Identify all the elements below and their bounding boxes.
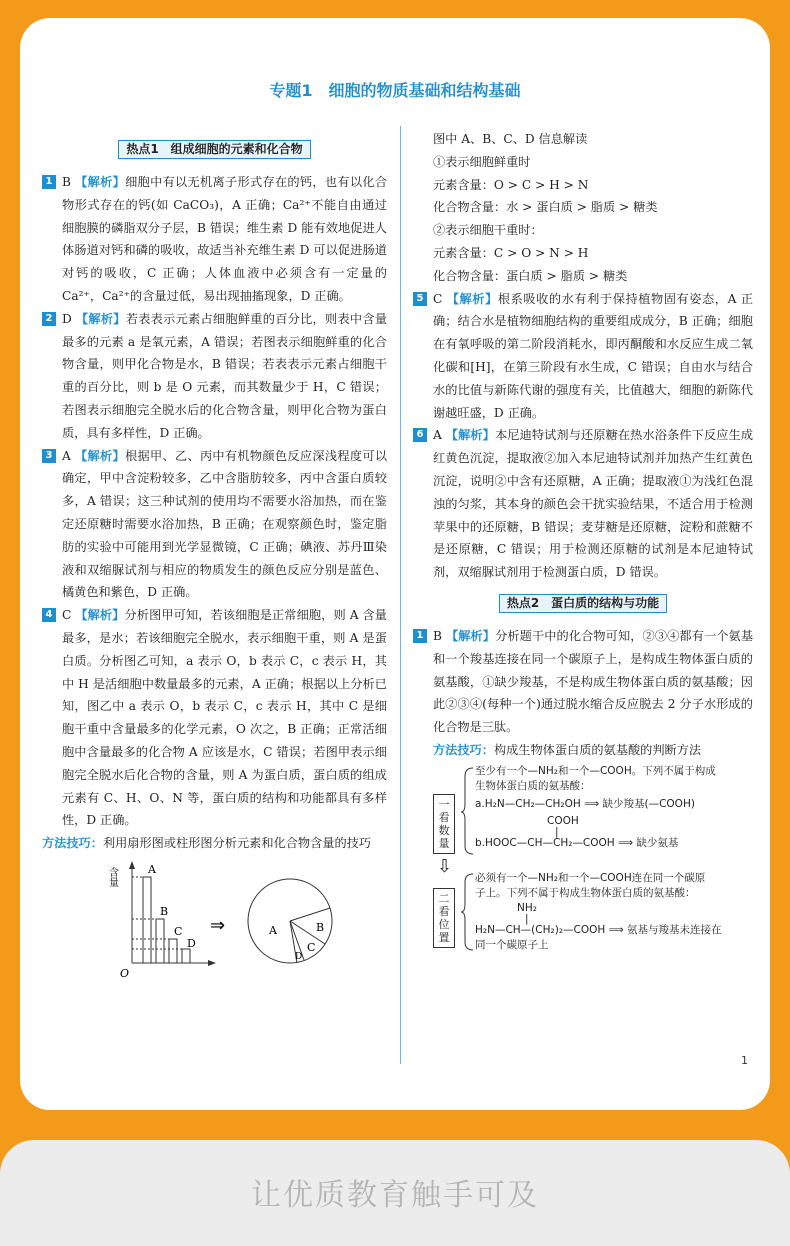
answer-item: [42, 308, 387, 445]
bar-label-c: C: [174, 924, 183, 938]
bar-pie-diagram: [42, 859, 387, 979]
answer-letter: C: [433, 291, 443, 306]
box-line: b.HOOC—CH—CH₂—COOH ⟹ 缺少氨基: [475, 836, 679, 849]
bar-c: [169, 939, 177, 963]
pie-label-b: B: [316, 920, 325, 934]
answer-text: 根据甲、乙、丙中有机物颜色反应深浅程度可以确定，甲中含淀粉较多，乙中含脂肪较多，丙中含蛋白质较多，A 错误；这三种试剂的使用均不需要水浴加热，而在鉴定还原糖时需要水浴加热，B 正确；在观察颜色时，鉴定脂肪的实验中可能用到光学显微镜，C 正确；碘液、苏丹Ⅲ染液和双缩脲试剂与相应的物质发生的颜色反应分别是蓝色、橘黄色和紫色，D 正确。: [62, 448, 388, 600]
brace-icon: [461, 764, 475, 964]
pie-label-c: C: [307, 940, 316, 954]
right-column: [413, 128, 753, 964]
answer-text: 根系吸收的水有利于保持植物固有姿态，A 正确；结合水是植物细胞结构的重要组成成分，B 正确；细胞在有氧呼吸的第二阶段消耗水，即丙酮酸和水反应生成二氧化碳和[H]，在第三阶段有水生成，C 错误；自由水与结合水的比值与新陈代谢的强度有关，比值越大，细胞的新陈代谢越旺盛，D 正确。: [433, 291, 754, 420]
analysis-tag: 【解析】: [75, 608, 125, 623]
box-line: 至少有一个—NH₂和一个—COOH。下列不属于构成: [475, 764, 716, 777]
box-line: H₂N—CH—(CH₂)₂—COOH ⟹ 氨基与羧基未连接在: [475, 923, 722, 936]
box-line: 子上。下列不属于构成生物体蛋白质的氨基酸：: [475, 886, 696, 899]
bar-label-b: B: [160, 904, 169, 918]
analysis-tag: 【解析】: [445, 428, 495, 443]
bar-label-d: D: [187, 936, 196, 950]
answer-letter: B: [433, 628, 442, 643]
item-number: 4: [42, 608, 56, 622]
answer-letter: B: [62, 175, 71, 189]
box-line: COOH: [547, 814, 579, 827]
answer-text: 分析图甲可知，若该细胞是正常细胞，则 A 含量最多，是水；若该细胞完全脱水，表示细胞干重，则 A 是蛋白质。分析图乙可知，a 表示 O，b 表示 C，c 表示 H，其中 H 是活细胞中数量最多的元素，A 正确；根据以上分析已知，图乙中 a 表示 O，b 表示 C，c 表示 H，其中 C 是细胞干重中含量最多的化学元素，O 次之，B 正确；正常活细胞中含量最多的化合物 A 应该是水，C 错误；若图甲表示细胞完全脱水后化合物的含量，则 A 为蛋白质，蛋白质的组成元素有 C、H、O、N 等，蛋白质的结构和功能都具有多样性，D 正确。: [62, 608, 387, 828]
bar-b: [156, 919, 164, 963]
footer-slogan: 让优质教育触手可及: [251, 1178, 539, 1213]
bond-line: |: [525, 912, 529, 925]
item-number: 1: [42, 175, 56, 189]
answer-text: 若表表示元素占细胞鲜重的百分比，则表中含量最多的元素 a 是氧元素，A 错误；若图表示细胞鲜重的化合物含量，则甲化合物是水，B 错误；若表表示元素占细胞干重的百分比，则 b 是 O 元素，而其数量少于 H，C 错误；若图表示细胞完全脱水后的化合物含量，则甲化合物为蛋白质，具有多样性，D 正确。: [62, 311, 388, 440]
answer-text: 本尼迪特试剂与还原糖在热水浴条件下反应生成红黄色沉淀，提取液②加入本尼迪特试剂并加热产生红黄色沉淀，说明②中含有还原糖，A 正确；提取液①为浅红色混浊的匀浆，其本身的颜色会干扰实验结果，不适合用于检测苹果中的还原糖，B 错误；麦芽糖是还原糖，淀粉和蔗糖不是还原糖，C 错误；用于检测还原糖的试剂是本尼迪特试剂，双缩脲试剂用于检测蛋白质，D 错误。: [433, 428, 754, 580]
analysis-tag: 【解析】: [445, 628, 496, 643]
box-line: a.H₂N—CH₂—CH₂OH ⟹ 缺少羧基(—COOH): [475, 797, 695, 810]
info-line: 元素含量：C > O > N > H: [433, 245, 589, 260]
analysis-tag: 【解析】: [75, 175, 126, 189]
arrow-icon: ⇒: [210, 914, 226, 936]
method-text: 构成生物体蛋白质的氨基酸的判断方法: [493, 742, 702, 757]
answer-item: [413, 288, 753, 425]
box-line: 同一个碳原子上: [475, 938, 549, 951]
amino-acid-box: [413, 764, 753, 964]
bar-d: [182, 949, 190, 963]
method-label: 方法技巧：: [42, 836, 103, 851]
box-line: 必须有一个—NH₂和一个—COOH连在同一个碳原: [475, 871, 706, 884]
answer-item: [42, 445, 387, 605]
item-number: 5: [413, 292, 427, 306]
method-label: 方法技巧：: [433, 742, 494, 757]
bar-label-a: A: [148, 862, 156, 876]
analysis-tag: 【解析】: [75, 448, 125, 463]
answer-item: [42, 171, 387, 308]
answer-item: [42, 604, 387, 832]
answer-item: [413, 625, 753, 739]
analysis-tag: 【解析】: [446, 291, 498, 306]
method-tip: [42, 832, 387, 855]
info-line: ②表示细胞干重时：: [433, 223, 543, 238]
column-divider: [400, 126, 401, 1064]
chart-origin: O: [120, 966, 130, 979]
page-number: 1: [741, 1054, 748, 1067]
box-line: NH₂: [517, 901, 537, 914]
answer-letter: A: [433, 428, 442, 443]
down-arrow-icon: ⇩: [437, 855, 453, 877]
box-line: 生物体蛋白质的氨基酸：: [475, 779, 591, 792]
item-number: 2: [42, 312, 56, 326]
analysis-tag: 【解析】: [75, 311, 126, 326]
left-column: [42, 140, 387, 979]
hot-topic-2-heading: 热点2 蛋白质的结构与功能: [499, 594, 667, 613]
info-line: 图中 A、B、C、D 信息解读: [433, 132, 588, 146]
answer-text: 分析题干中的化合物可知，②③④都有一个氨基和一个羧基连接在同一个碳原子上，是构成生物体蛋白质的氨基酸，①缺少羧基，不是构成生物体蛋白质的氨基酸；因此②③④(每种一个)通过脱水缩合反应脱去 2 分子水形成的化合物是三肽。: [433, 628, 754, 735]
box-text: [475, 764, 755, 953]
answer-letter: C: [62, 608, 72, 623]
side-label-2: 二看位置: [433, 888, 455, 948]
item-number: 6: [413, 428, 427, 442]
item-number: 1: [413, 629, 427, 643]
pie-label-d: D: [295, 951, 303, 962]
bond-line: |: [555, 825, 559, 838]
answer-text: 细胞中有以无机离子形式存在的钙，也有以化合物形式存在的钙(如 CaCO₃)，A 正确；Ca²⁺不能自由通过细胞膜的磷脂双分子层，B 错误；维生素 D 能有效地促进人体肠道对钙和磷的吸收，故适当补充维生素 D 可以促进肠道对钙的吸收，C 正确；人体血液中必须含有一定量的 Ca²⁺，Ca²⁺的含量过低，易出现抽搐现象，D 正确。: [62, 175, 388, 303]
method-text: 利用扇形图或柱形图分析元素和化合物含量的技巧: [102, 836, 372, 851]
answer-letter: D: [62, 311, 72, 326]
hot-topic-1-heading: 热点1 组成细胞的元素和化合物: [118, 140, 310, 159]
pie-label-a: A: [269, 923, 277, 937]
content-diagram: [42, 859, 387, 979]
method-tip: [413, 739, 753, 762]
bar-a: [143, 877, 151, 963]
info-line: 元素含量：O > C > H > N: [433, 177, 589, 192]
answer-letter: A: [62, 448, 71, 463]
info-line: ①表示细胞鲜重时: [433, 154, 531, 169]
info-line: 化合物含量：蛋白质 > 脂质 > 糖类: [433, 268, 628, 283]
answer-item: [413, 424, 753, 584]
info-line: 化合物含量：水 > 蛋白质 > 脂质 > 糖类: [433, 200, 658, 215]
side-label-1: 一看数量: [433, 794, 455, 854]
item-number: 3: [42, 449, 56, 463]
chart-ylabel: 含量: [106, 866, 118, 887]
page-title: 专题1 细胞的物质基础和结构基础: [269, 81, 521, 100]
